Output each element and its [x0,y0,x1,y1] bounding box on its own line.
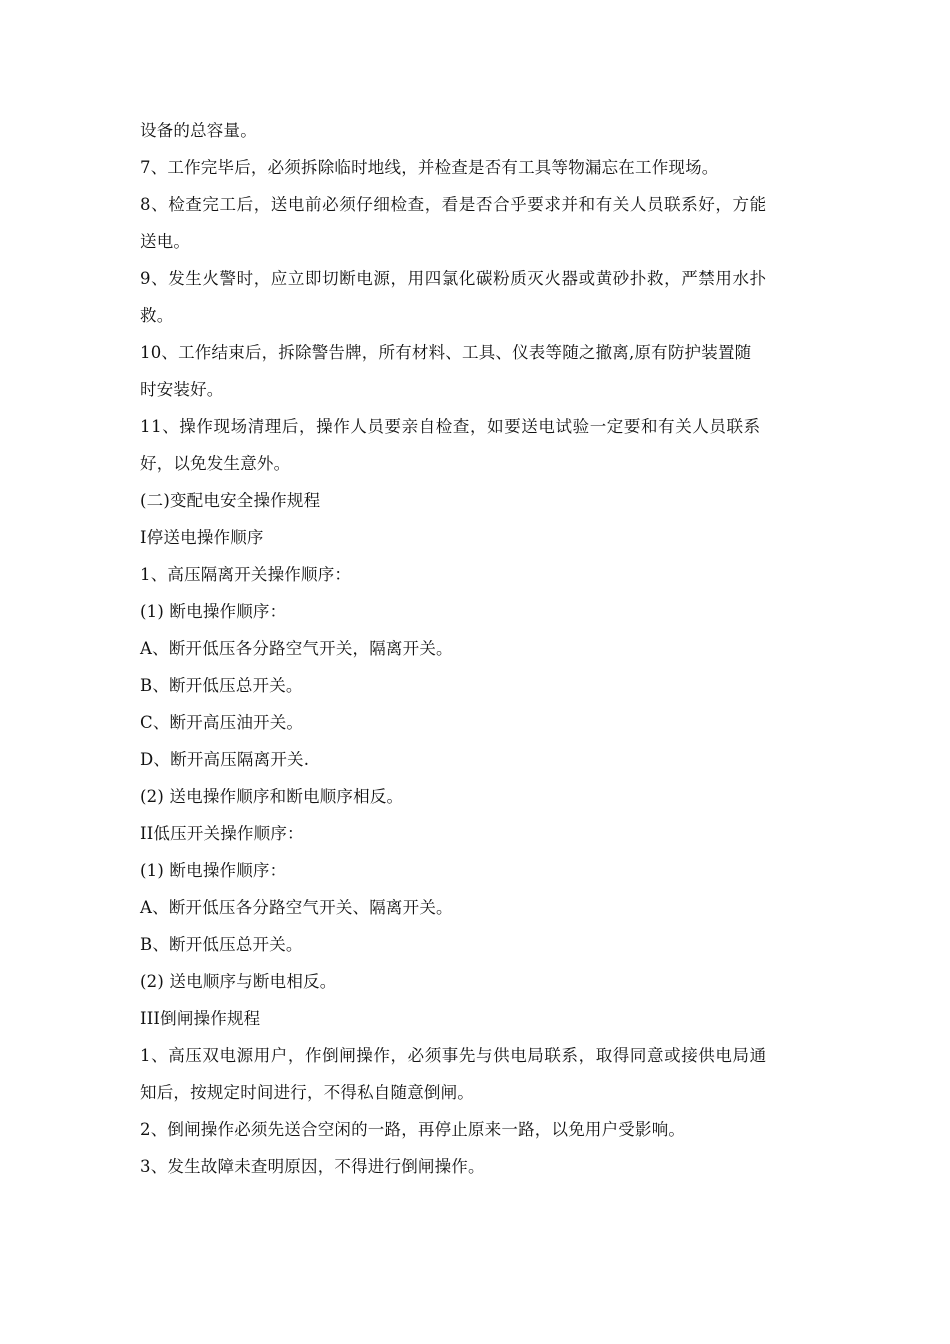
paragraph-line: 11、操作现场清理后，操作人员要亲自检查，如要送电试验一定要和有关人员联系 [140,417,761,436]
document-body [140,112,805,1185]
paragraph-line: 送电。 [140,232,191,251]
paragraph-line: B、断开低压总开关。 [140,676,303,695]
subsection-heading: III倒闸操作规程 [140,1009,261,1028]
paragraph-line: B、断开低压总开关。 [140,935,303,954]
paragraph-line: 9、发生火警时，应立即切断电源，用四氯化碳粉质灭火器或黄砂扑救，严禁用水扑 [140,269,767,288]
paragraph-line: 2、倒闸操作必须先送合空闲的一路，再停止原来一路，以免用户受影响。 [140,1120,686,1139]
paragraph-line: 知后，按规定时间进行，不得私自随意倒闸。 [140,1083,474,1102]
paragraph-line: 救。 [140,306,174,325]
paragraph-line: (2) 送电顺序与断电相反。 [140,972,337,991]
paragraph-line: 3、发生故障未查明原因，不得进行倒闸操作。 [140,1157,485,1176]
paragraph-line: D、断开高压隔离开关. [140,750,310,769]
paragraph-line: 设备的总容量。 [140,121,257,140]
subsection-heading: I停送电操作顺序 [140,528,264,547]
paragraph-line: (1) 断电操作顺序： [140,861,287,880]
paragraph-line: A、断开低压各分路空气开关，隔离开关。 [140,639,453,658]
paragraph-line: 10、工作结束后，拆除警告牌，所有材料、工具、仪表等随之撤离,原有防护装置随 [140,343,752,362]
paragraph-line: 1、高压双电源用户，作倒闸操作，必须事先与供电局联系，取得同意或接供电局通 [140,1046,767,1065]
paragraph-line: (1) 断电操作顺序： [140,602,287,621]
section-heading: (二)变配电安全操作规程 [140,491,321,510]
paragraph-line: 时安装好。 [140,380,224,399]
paragraph-line: 1、高压隔离开关操作顺序： [140,565,352,584]
subsection-heading: II低压开关操作顺序： [140,824,304,843]
paragraph-line: A、断开低压各分路空气开关、隔离开关。 [140,898,453,917]
paragraph-line: 7、工作完毕后，必须拆除临时地线，并检查是否有工具等物漏忘在工作现场。 [140,158,719,177]
paragraph-line: 好，以免发生意外。 [140,454,291,473]
paragraph-line: C、断开高压油开关。 [140,713,304,732]
paragraph-line: 8、检查完工后，送电前必须仔细检查，看是否合乎要求并和有关人员联系好，方能 [140,195,767,214]
paragraph-line: (2) 送电操作顺序和断电顺序相反。 [140,787,404,806]
